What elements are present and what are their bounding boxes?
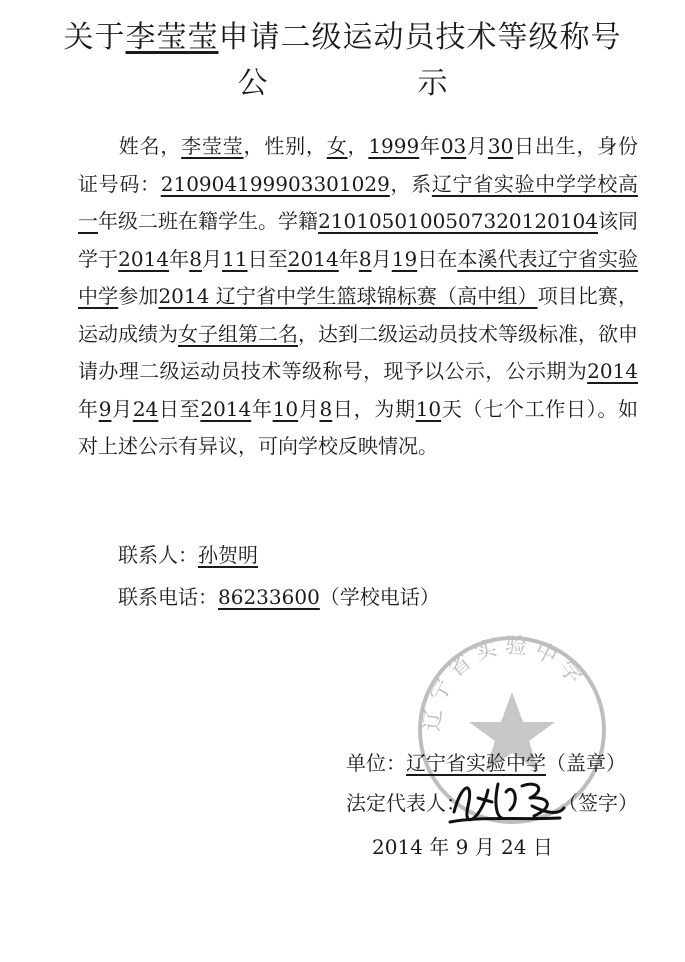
birth-day: 30 xyxy=(487,134,514,158)
body-text: 该同学于 xyxy=(78,209,639,271)
body-text: ，性别， xyxy=(243,134,327,158)
body-text: 年级二班在籍学生。学籍 xyxy=(98,209,319,233)
handwritten-signature xyxy=(448,772,568,828)
body-text: 月 xyxy=(298,396,320,421)
body-text: 月 xyxy=(371,246,392,271)
body-text: 年 xyxy=(251,396,273,421)
student-registry-number-end: 4 xyxy=(585,209,599,233)
notice-subtitle xyxy=(0,64,685,104)
notice-end-year: 2014 xyxy=(200,396,252,421)
body-text: ，达到二级运动员技术等级标准，欲申请办理二级运动员技术等级称号，现予以公示，公示期为 xyxy=(78,321,638,383)
body-text: 月 xyxy=(466,134,488,158)
end-month: 8 xyxy=(358,246,372,271)
notice-end-day: 8 xyxy=(319,396,333,421)
representing-unit: 本溪代表辽宁省实验中学 xyxy=(78,246,639,308)
unit-name: 辽宁省实验中学 xyxy=(406,751,546,775)
body-text: 姓名， xyxy=(118,134,182,158)
body-gender: 女 xyxy=(326,134,348,158)
end-year: 2014 xyxy=(287,246,339,271)
body-text: 年 xyxy=(338,246,359,271)
contact-phone xyxy=(118,582,440,612)
end-day: 19 xyxy=(391,246,418,271)
body-text: 日至 xyxy=(158,396,201,421)
notice-body xyxy=(78,128,638,466)
school-name: 辽宁省实验中学学校高一 xyxy=(78,171,639,233)
unit-label: 单位： xyxy=(346,751,406,775)
body-text: 参加 xyxy=(118,284,159,308)
contact-phone-note: （学校电话） xyxy=(319,585,440,609)
contact-person-label: 联系人： xyxy=(118,543,198,567)
title-name: 李莹莹 xyxy=(125,20,219,55)
title-suffix: 申请二级运动员技术等级称号 xyxy=(218,20,622,55)
body-text: 月 xyxy=(111,396,133,421)
body-text: 日出生，身份证号码： xyxy=(78,134,639,196)
svg-text:辽宁省实验中学: 辽宁省实验中学 xyxy=(420,633,591,733)
birth-month: 03 xyxy=(440,134,467,158)
contact-phone-label: 联系电话： xyxy=(118,585,218,609)
rep-note: （签字） xyxy=(558,791,638,815)
body-text: 月 xyxy=(201,246,223,271)
rep-label: 法定代表人： xyxy=(346,791,466,815)
notice-title xyxy=(0,18,685,58)
competition-result: 女子组第二名 xyxy=(178,321,298,346)
body-name: 李莹莹 xyxy=(181,134,244,158)
notice-end-month: 10 xyxy=(272,396,299,421)
contact-person xyxy=(118,540,258,570)
body-text: 年 xyxy=(78,396,99,421)
start-year: 2014 xyxy=(118,246,170,271)
unit-note: （盖章） xyxy=(546,751,626,775)
body-text: ，系 xyxy=(389,171,432,196)
competition-name: 2014 辽宁省中学生篮球锦标赛（高中组） xyxy=(158,284,538,308)
title-prefix: 关于 xyxy=(63,20,126,55)
body-text: 日，为期 xyxy=(332,396,416,421)
body-text: ， xyxy=(347,134,369,158)
contact-person-name: 孙贺明 xyxy=(198,543,258,567)
body-text: 日至 xyxy=(247,246,288,271)
body-text: 天（七个工作日）。如对上述公示有异议，可向学校反映情况。 xyxy=(78,396,639,458)
notice-duration: 10 xyxy=(415,396,442,421)
id-number: 210904199903301029 xyxy=(160,171,390,196)
notice-start-year: 2014 xyxy=(587,359,638,383)
subtitle-left: 公 xyxy=(237,66,268,101)
signoff-date: 2014 年 9 月 24 日 xyxy=(372,835,553,859)
start-month: 8 xyxy=(189,246,202,271)
notice-start-day: 24 xyxy=(132,396,159,421)
notice-start-month: 9 xyxy=(98,396,112,421)
body-text: 日在 xyxy=(417,246,458,271)
body-text: 年 xyxy=(419,134,441,158)
birth-year: 1999 xyxy=(368,134,420,158)
subtitle-right: 示 xyxy=(417,66,448,101)
student-registry-number: 210105010050732012010 xyxy=(318,209,586,233)
body-text: 年 xyxy=(169,246,190,271)
contact-phone-number: 86233600 xyxy=(218,585,320,609)
body-text: 项目比赛，运动成绩为 xyxy=(78,284,638,346)
start-day: 11 xyxy=(222,246,248,271)
